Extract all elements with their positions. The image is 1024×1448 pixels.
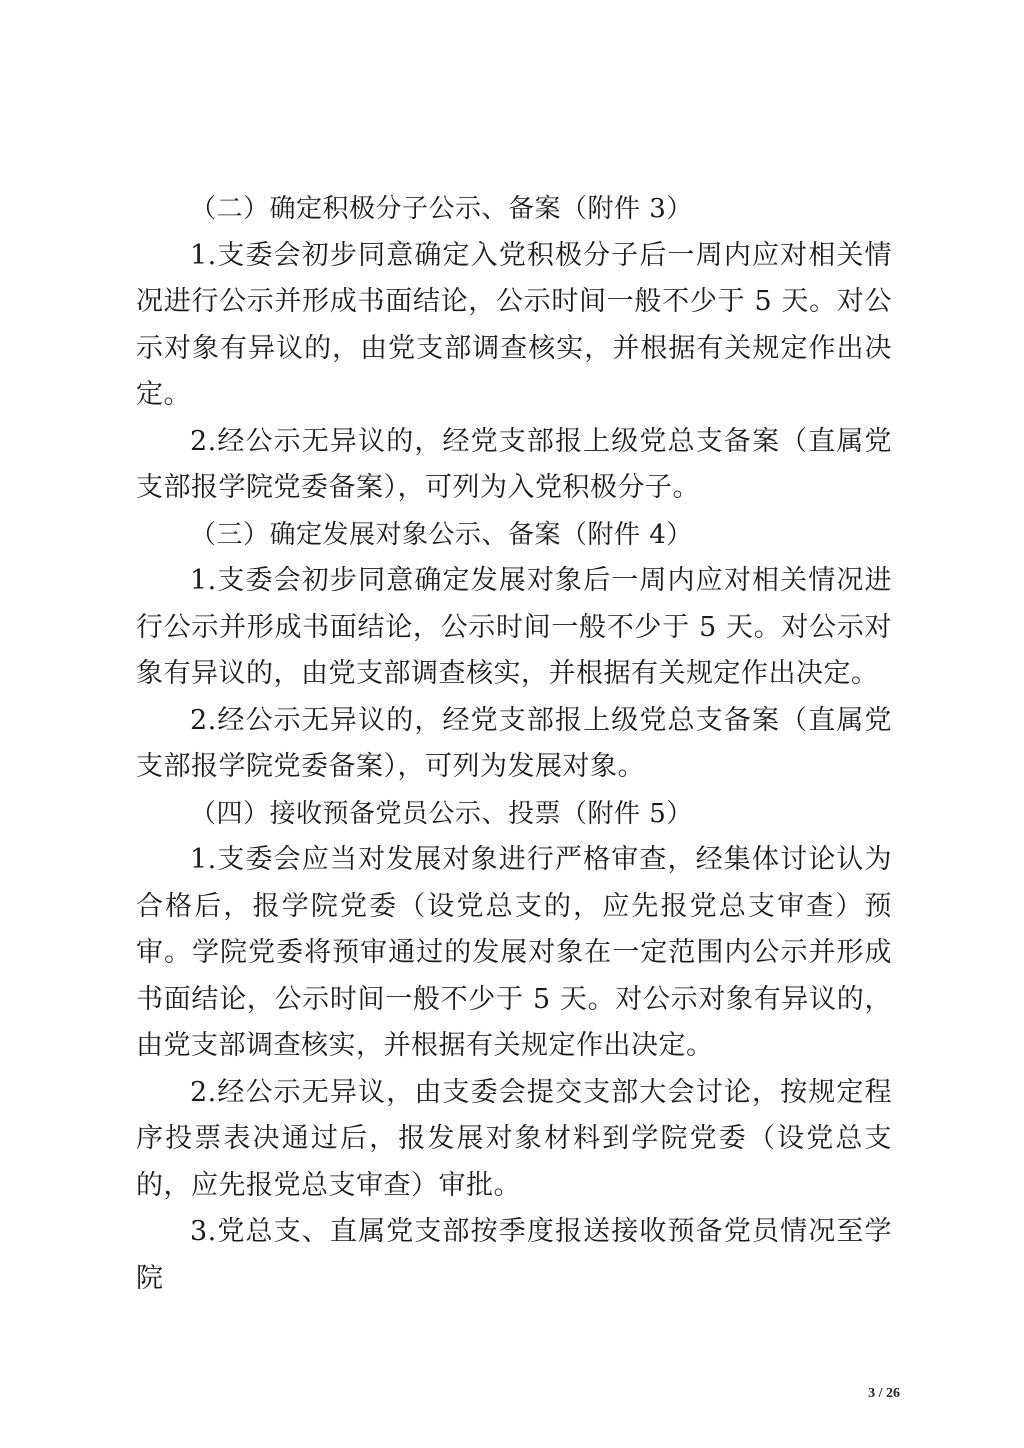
section-heading-4: （四）接收预备党员公示、投票（附件 5） [190, 798, 693, 829]
paragraph: 1.支委会初步同意确定发展对象后一周内应对相关情况进行公示并形成书面结论，公示时间一般不少于 5 天。对公示对象有异议的，由党支部调查核实，并根据有关规定作出决定。 [136, 565, 892, 689]
document-body [136, 186, 892, 1302]
section-heading-3: （三）确定发展对象公示、备案（附件 4） [190, 519, 693, 550]
paragraph: 3.党总支、直属党支部按季度报送接收预备党员情况至学院 [136, 1216, 892, 1294]
paragraph: 2.经公示无异议的，经党支部报上级党总支备案（直属党支部报学院党委备案），可列为发展对象。 [136, 704, 892, 782]
paragraph: 1.支委会初步同意确定入党积极分子后一周内应对相关情况进行公示并形成书面结论，公示时间一般不少于 5 天。对公示对象有异议的，由党支部调查核实，并根据有关规定作出决定。 [136, 239, 892, 410]
paragraph: 2.经公示无异议，由支委会提交支部大会讨论，按规定程序投票表决通过后，报发展对象材料到学院党委（设党总支的，应先报党总支审查）审批。 [136, 1076, 892, 1201]
section-heading-2: （二）确定积极分子公示、备案（附件 3） [190, 194, 693, 224]
paragraph: 2.经公示无异议的，经党支部报上级党总支备案（直属党支部报学院党委备案），可列为入党积极分子。 [136, 425, 892, 503]
paragraph: 1.支委会应当对发展对象进行严格审查，经集体讨论认为合格后，报学院党委（设党总支的，应先报党总支审查）预审。学院党委将预审通过的发展对象在一定范围内公示并形成书面结论，公示时间一般不少于 5 天。对公示对象有异议的，由党支部调查核实，并根据有关规定作出决定。 [136, 844, 892, 1061]
page-number: 3 / 26 [868, 1386, 900, 1401]
